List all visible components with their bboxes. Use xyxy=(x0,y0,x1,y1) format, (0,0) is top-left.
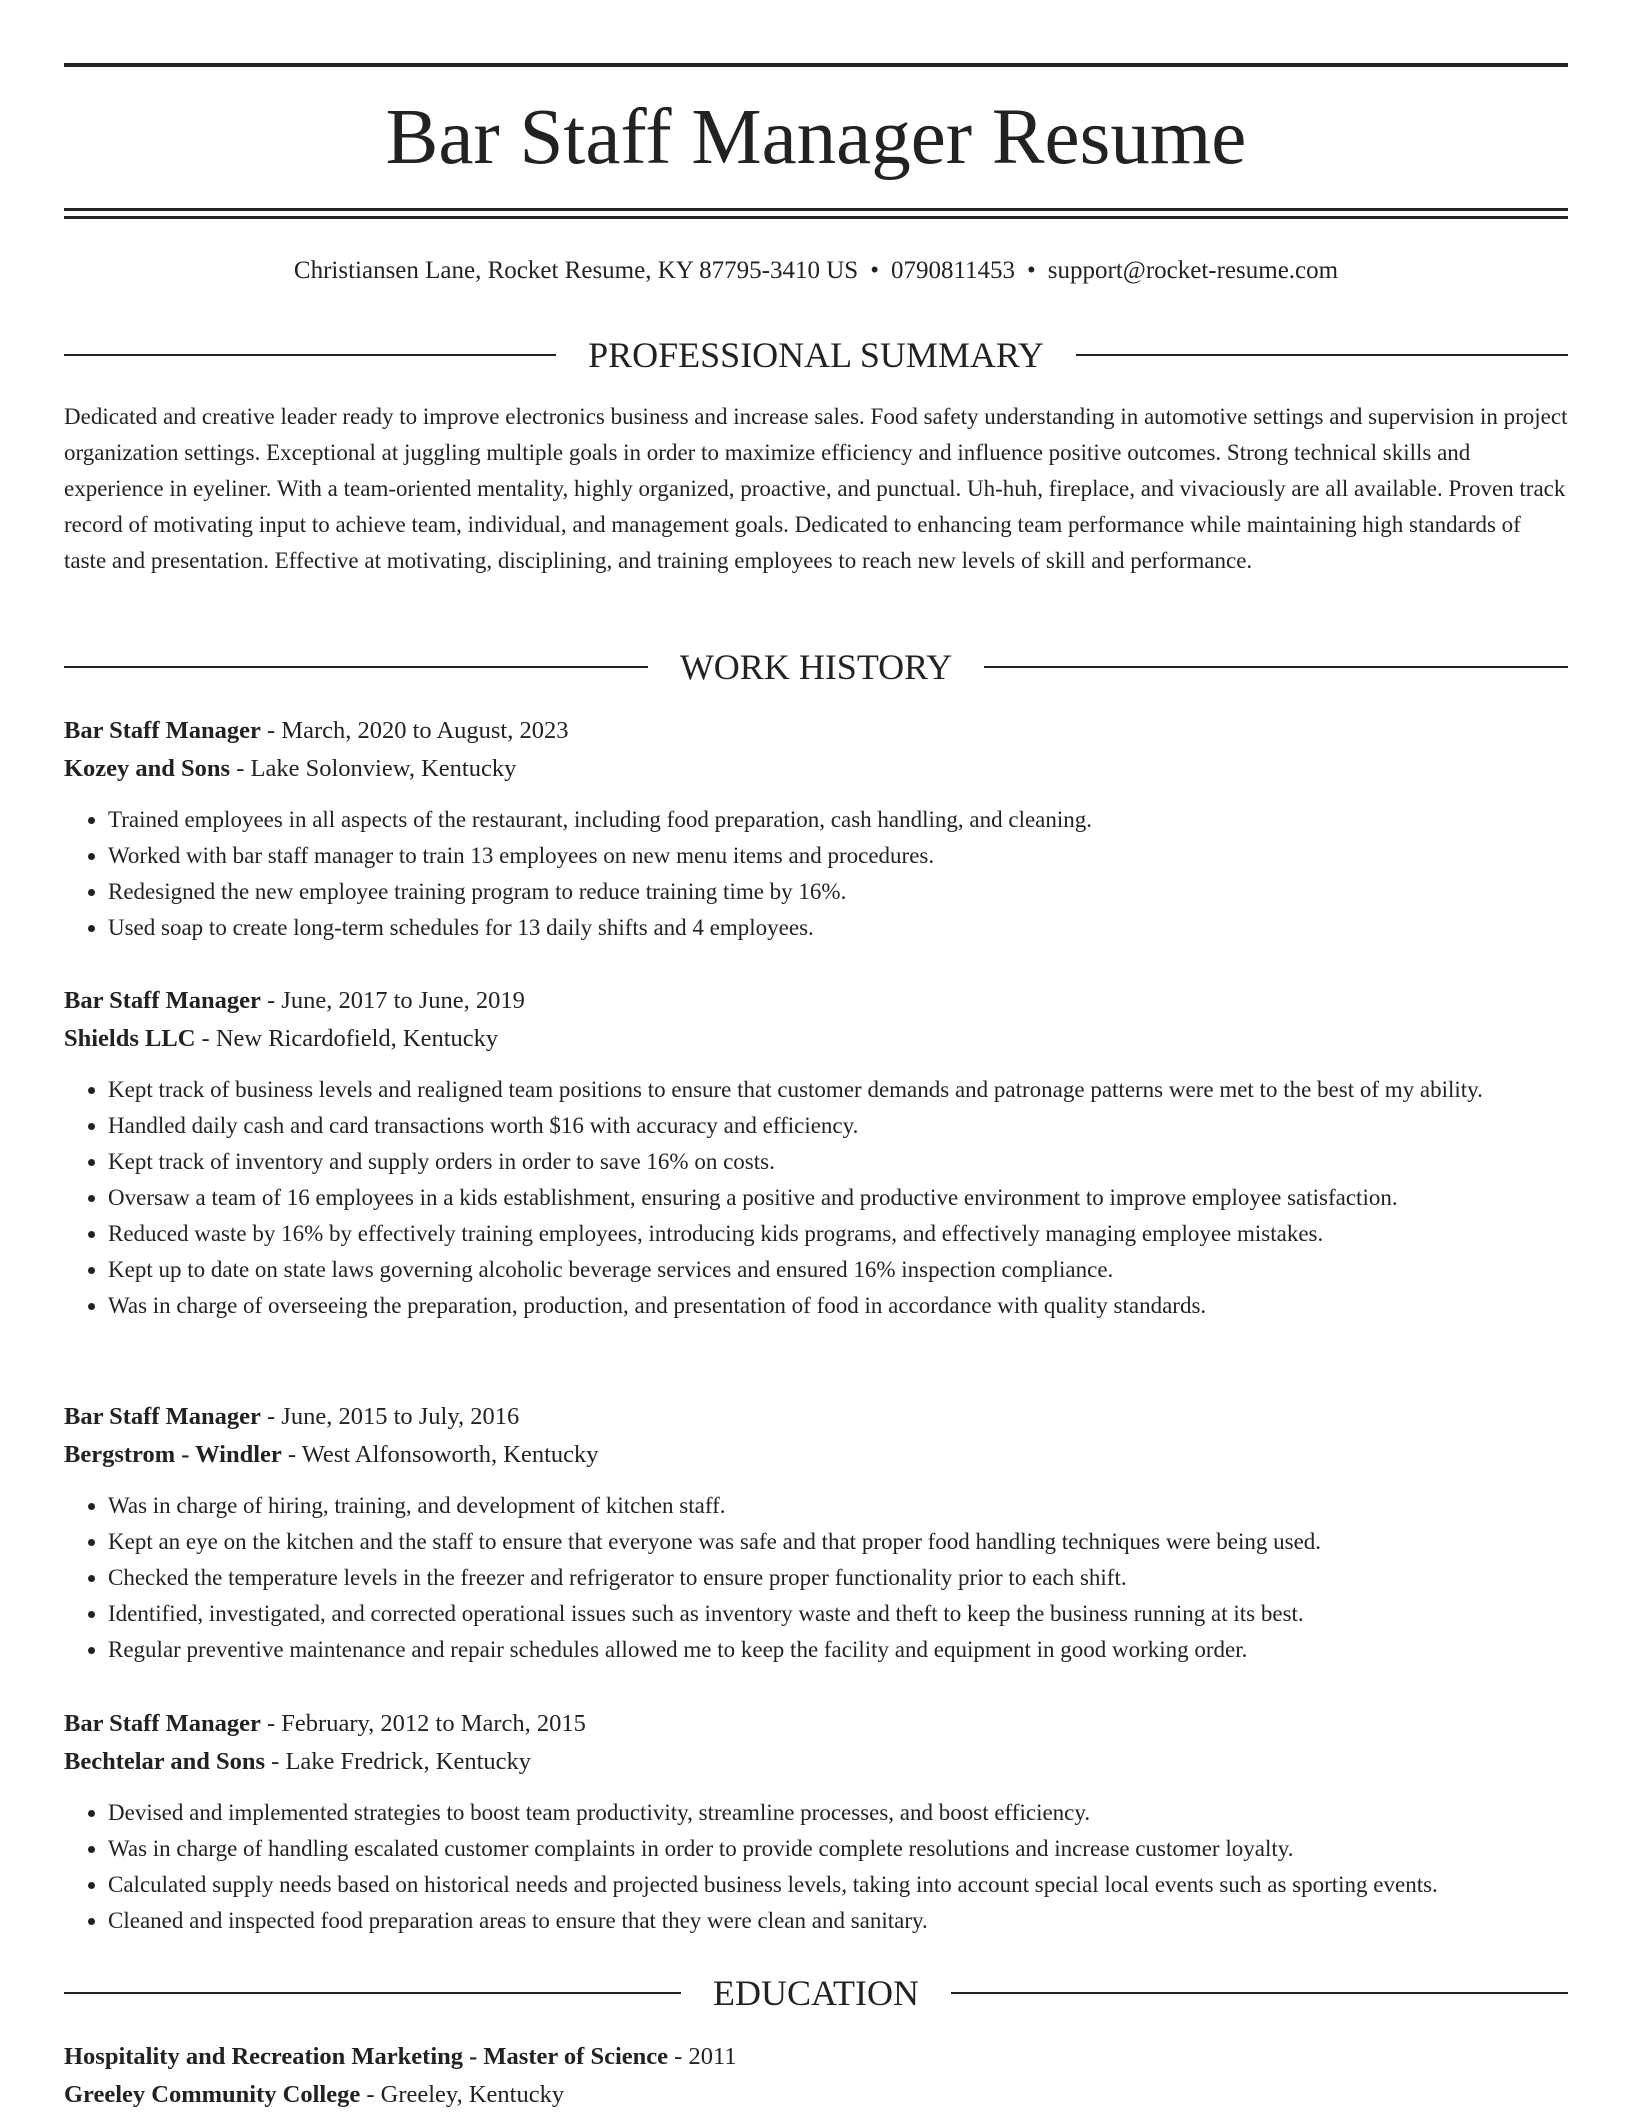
section-heading-education xyxy=(64,1971,1568,2015)
job-bullets xyxy=(64,1072,1568,1324)
title-top-rule xyxy=(64,63,1568,67)
list-item: • Kept track of business levels and realigned team positions to ensure that customer demands and patronage patterns were met to the best of my ability. xyxy=(108,1072,1568,1108)
job-dates: February, 2012 to March, 2015 xyxy=(281,1710,586,1737)
job-entry xyxy=(64,1398,1568,1668)
page-title: Bar Staff Manager Resume xyxy=(385,94,1247,181)
list-item: • Was in charge of overseeing the preparation, production, and presentation of food in accordance with quality standards. xyxy=(108,1288,1568,1324)
job-company: Shields LLC xyxy=(64,1025,196,1052)
education-degree: Hospitality and Recreation Marketing - Master of Science xyxy=(64,2043,669,2070)
list-item: • Used soap to create long-term schedules for 13 daily shifts and 4 employees. xyxy=(108,910,1568,946)
contact-phone: 0790811453 xyxy=(890,257,1016,284)
contact-line xyxy=(64,254,1568,288)
contact-separator: • xyxy=(870,257,879,284)
list-item: • Reduced waste by 16% by effectively training employees, introducing kids programs, and effectively managing employee mistakes. xyxy=(108,1216,1568,1252)
job-bullets xyxy=(64,802,1568,946)
section-heading-label: WORK HISTORY xyxy=(679,647,953,687)
job-title: Bar Staff Manager xyxy=(64,1403,261,1430)
job-title-line xyxy=(64,982,1568,1020)
list-item: • Identified, investigated, and corrected operational issues such as inventory waste and theft to keep the business running at its best. xyxy=(108,1596,1568,1632)
job-dates: June, 2015 to July, 2016 xyxy=(281,1403,520,1430)
list-item: • Calculated supply needs based on historical needs and projected business levels, taking into account special local events such as sporting events. xyxy=(108,1867,1568,1903)
job-dates: March, 2020 to August, 2023 xyxy=(281,717,569,744)
dash: - xyxy=(674,2043,683,2070)
job-title-line xyxy=(64,1705,1568,1743)
section-heading-label: PROFESSIONAL SUMMARY xyxy=(588,335,1044,375)
list-item: • Was in charge of hiring, training, and development of kitchen staff. xyxy=(108,1488,1568,1524)
list-item: • Regular preventive maintenance and repair schedules allowed me to keep the facility and equipment in good working order. xyxy=(108,1632,1568,1668)
contact-separator: • xyxy=(1027,257,1036,284)
list-item: • Redesigned the new employee training program to reduce training time by 16%. xyxy=(108,874,1568,910)
dash: - xyxy=(271,1748,280,1775)
job-company: Bechtelar and Sons xyxy=(64,1748,266,1775)
dash: - xyxy=(267,987,276,1014)
list-item: • Was in charge of handling escalated customer complaints in order to provide complete resolutions and increase customer loyalty. xyxy=(108,1831,1568,1867)
heading-rule-left xyxy=(64,1992,681,1994)
list-item: • Worked with bar staff manager to train 13 employees on new menu items and procedures. xyxy=(108,838,1568,874)
heading-rule-right xyxy=(951,1992,1568,1994)
dash: - xyxy=(267,1403,276,1430)
job-location: Lake Solonview, Kentucky xyxy=(250,755,517,782)
dash: - xyxy=(267,1710,276,1737)
list-item: • Handled daily cash and card transactions worth $16 with accuracy and efficiency. xyxy=(108,1108,1568,1144)
job-entry xyxy=(64,712,1568,946)
contact-address: Christiansen Lane, Rocket Resume, KY 87795-3410 US xyxy=(293,257,859,284)
job-company-line xyxy=(64,750,1568,788)
education-location: Greeley, Kentucky xyxy=(380,2081,565,2108)
heading-rule-right xyxy=(1076,354,1568,356)
job-title: Bar Staff Manager xyxy=(64,987,261,1014)
job-bullets xyxy=(64,1488,1568,1668)
heading-rule-left xyxy=(64,354,556,356)
job-title-line xyxy=(64,1398,1568,1436)
section-heading-label: EDUCATION xyxy=(713,1973,919,2013)
education-school: Greeley Community College xyxy=(64,2081,361,2108)
job-title-line xyxy=(64,712,1568,750)
job-bullets xyxy=(64,1795,1568,1939)
education-year: 2011 xyxy=(688,2043,737,2070)
dash: - xyxy=(366,2081,375,2108)
job-dates: June, 2017 to June, 2019 xyxy=(281,987,525,1014)
list-item: • Cleaned and inspected food preparation areas to ensure that they were clean and sanitary. xyxy=(108,1903,1568,1939)
job-entry xyxy=(64,1705,1568,1939)
list-item: • Oversaw a team of 16 employees in a kids establishment, ensuring a positive and productive environment to improve employee satisfaction. xyxy=(108,1180,1568,1216)
list-item: • Trained employees in all aspects of the restaurant, including food preparation, cash handling, and cleaning. xyxy=(108,802,1568,838)
job-company-line xyxy=(64,1743,1568,1781)
dash: - xyxy=(287,1441,297,1468)
dash: - xyxy=(201,1025,210,1052)
job-company: Kozey and Sons xyxy=(64,755,231,782)
job-company: Bergstrom - Windler xyxy=(64,1441,282,1468)
section-heading-work-history xyxy=(64,645,1568,689)
job-company-line xyxy=(64,1436,1568,1474)
dash: - xyxy=(236,755,245,782)
job-company-line xyxy=(64,1020,1568,1058)
heading-rule-left xyxy=(64,666,648,668)
job-title: Bar Staff Manager xyxy=(64,1710,261,1737)
job-title: Bar Staff Manager xyxy=(64,717,261,744)
list-item: • Devised and implemented strategies to boost team productivity, streamline processes, and boost efficiency. xyxy=(108,1795,1568,1831)
job-location: New Ricardofield, Kentucky xyxy=(215,1025,499,1052)
education-entry xyxy=(64,2038,1568,2114)
list-item: • Checked the temperature levels in the freezer and refrigerator to ensure proper functionality prior to each shift. xyxy=(108,1560,1568,1596)
list-item: • Kept an eye on the kitchen and the staff to ensure that everyone was safe and that proper food handling techniques were being used. xyxy=(108,1524,1568,1560)
summary-text: Dedicated and creative leader ready to improve electronics business and increase sales. Food safety understanding in automotive settings and supervision in project organization settings. Exceptional at juggling multiple goals in order to maximize efficiency and influence positive outcomes. Strong technical skills and experience in eyeliner. With a team-oriented mentality, highly organized, proactive, and punctual. Uh-huh, fireplace, and vivaciously are all available. Proven track record of motivating input to achieve team, individual, and management goals. Dedicated to enhancing team performance while maintaining high standards of taste and presentation. Effective at motivating, disciplining, and training employees to reach new levels of skill and performance. xyxy=(64,404,1568,573)
heading-rule-right xyxy=(984,666,1568,668)
contact-email: support@rocket-resume.com xyxy=(1047,257,1339,284)
job-location: Lake Fredrick, Kentucky xyxy=(285,1748,532,1775)
list-item: • Kept up to date on state laws governing alcoholic beverage services and ensured 16% inspection compliance. xyxy=(108,1252,1568,1288)
dash: - xyxy=(267,717,276,744)
list-item: • Kept track of inventory and supply orders in order to save 16% on costs. xyxy=(108,1144,1568,1180)
job-location: West Alfonsoworth, Kentucky xyxy=(301,1441,599,1468)
title-bottom-double-rule xyxy=(64,208,1568,219)
section-heading-summary xyxy=(64,333,1568,377)
job-entry xyxy=(64,982,1568,1324)
education-degree-line xyxy=(64,2038,1568,2076)
education-school-line xyxy=(64,2076,1568,2114)
